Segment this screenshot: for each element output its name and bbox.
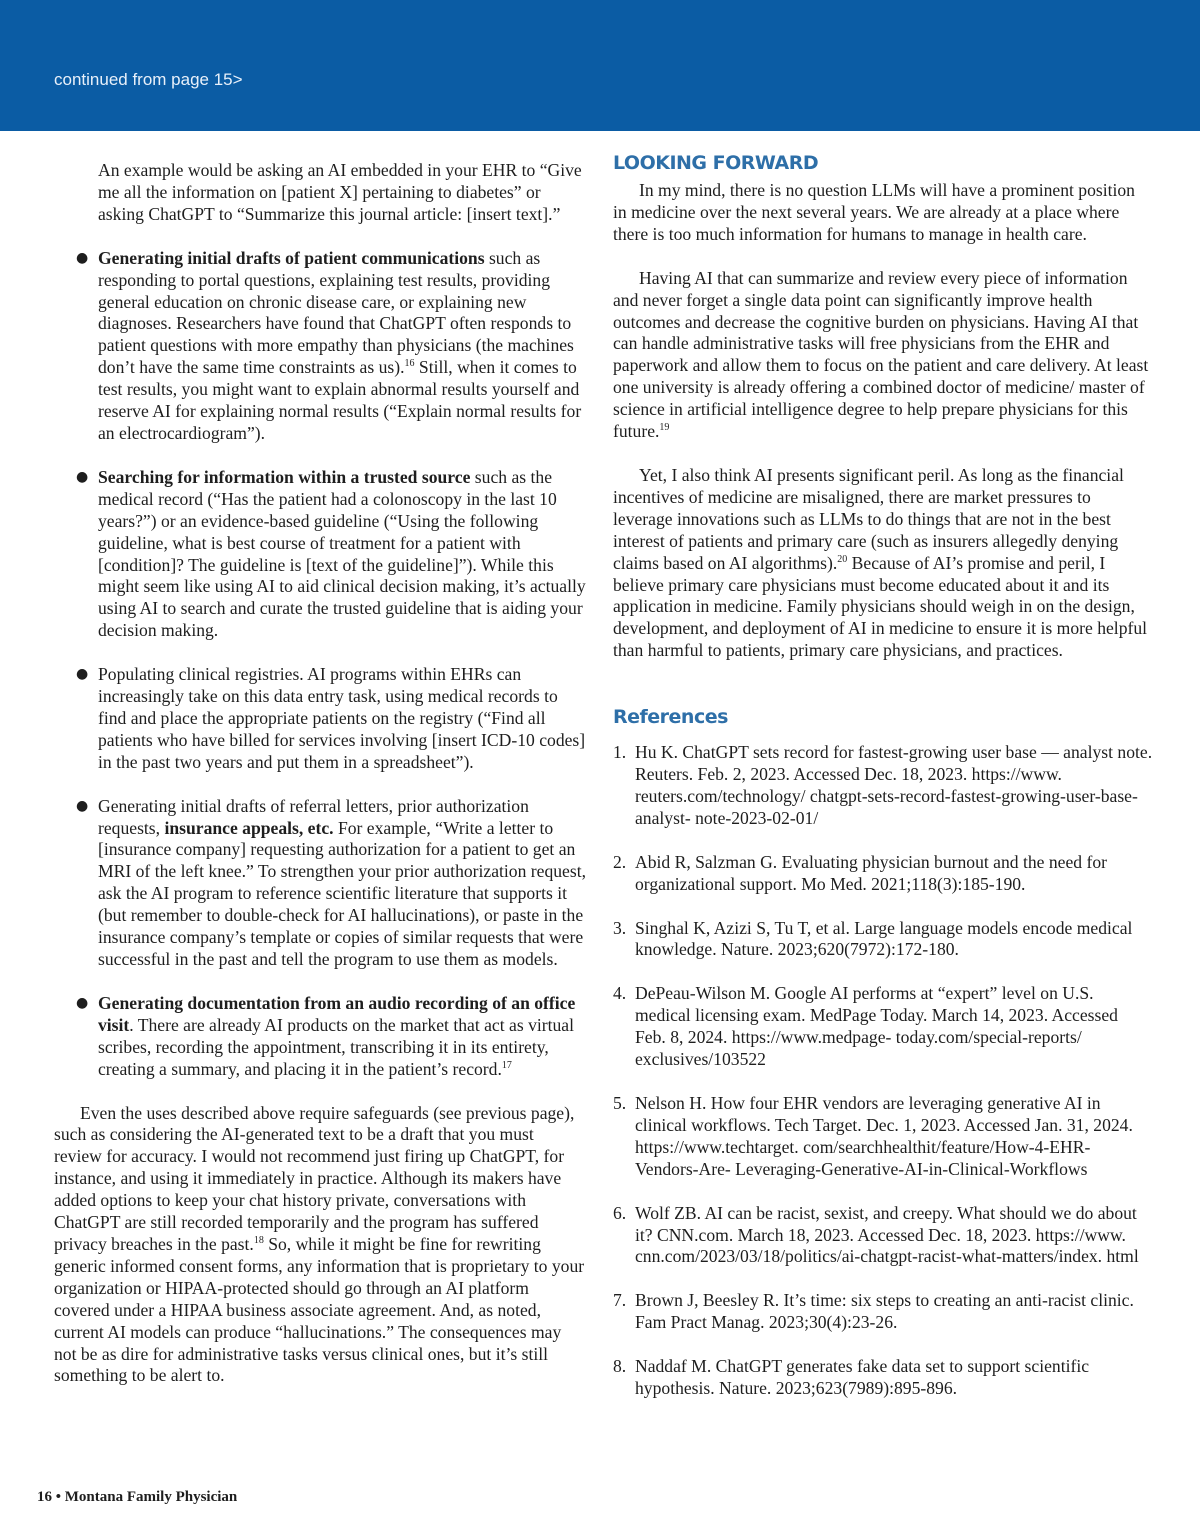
reference-item: 1. Hu K. ChatGPT sets record for fastest-growing user base — analyst note. Reuters. Feb. 2, 2023. Accessed Dec. 18, 2023. https://www. reuters.com/technology/ chatgpt-sets-record-fastest-growing-user-base-analyst- note-2023-02-01/ (613, 742, 1153, 828)
reference-item: 3. Singhal K, Azizi S, Tu T, et al. Large language models encode medical knowledge. Nature. 2023;620(7972):172-180. (613, 917, 1133, 960)
closing-paragraph: Even the uses described above require safeguards (see previous page), such as considering the AI-generated text to be a draft that you must review for accuracy. I would not recommend just firing up ChatGPT, for instance, and using it immediately in practice. Although its makers have added options to keep your chat history private, conversations with ChatGPT are still recorded temporarily and the program has suffered privacy breaches in the past.$^{18}$ So, while it might be fine for rewriting generic informed consent forms, any information that is proprietary to your organization or HIPAA-protected should go through an AI platform covered under a HIPAA business associate agreement. And, as noted, current AI models can produce “hallucinations.” The consequences may not be as dire for administrative tasks versus clinical ones, but it’s still something to be alert to. (54, 1102, 585, 1386)
bullet-icon: ● (76, 666, 89, 683)
header-banner (0, 0, 1200, 131)
left-column (54, 150, 586, 1387)
reference-item: 4. DePeau-Wilson M. Google AI performs at “expert” level on U.S. medical licensing exam. MedPage Today. March 14, 2023. Accessed Feb. 8, 2024. https://www.medpage- today.com/special-reports/ exclusives/103522 (613, 983, 1118, 1070)
bullet-icon: ● (76, 994, 89, 1011)
paragraph: In my mind, there is no question LLMs will have a prominent position in medicine over the next several years. We are already at a place where there is too much information for humans to manage in health care. (613, 180, 1135, 244)
bullet-icon: ● (76, 468, 89, 485)
reference-item: 5. Nelson H. How four EHR vendors are leveraging generative AI in clinical workflows. Tech Target. Dec. 1, 2023. Accessed Jan. 31, 2024. https://www.techtarget. com/searchhealthit/feature/How-4-EHR-Vendors-Are- Leveraging-Generative-AI-in-Clinical-Workflows (613, 1093, 1133, 1179)
right-column (613, 150, 1153, 1400)
lead-paragraph: An example would be asking an AI embedded in your EHR to “Give me all the information on [patient X] pertaining to diabetes” or asking ChatGPT to “Summarize this journal article: [insert text].” (98, 160, 582, 224)
section-heading: LOOKING FORWARD (613, 152, 819, 174)
list-item: ● Generating initial drafts of patient communications such as responding to portal questions, explaining test results, providing general education on chronic disease care, or explaining new diagnoses. Researchers have found that ChatGPT often responds to patient questions with more empathy than physicians (the machines don’t have the same time constraints as us).$^{16}$ Still, when it comes to test results, you might want to explain abnormal results yourself and reserve AI for explaining normal results (“Explain normal results for an electrocardiogram”). (76, 247, 582, 443)
paragraph: Having AI that can summarize and review every piece of information and never forget a single data point can significantly improve health outcomes and decrease the cognitive burden on physicians. Having AI that can handle administrative tasks will free physicians from the EHR and paperwork and allow them to focus on the patient and care delivery. At least one university is already offering a combined doctor of medicine/ master of science in artificial intelligence degree to help prepare physicians for this future.$^{19}$ (613, 267, 1149, 442)
use-case-list (54, 248, 586, 1081)
reference-item: 8. Naddaf M. ChatGPT generates fake data set to support scientific hypothesis. Nature. 2023;623(7989):895-896. (613, 1356, 1090, 1399)
list-item: ● Generating initial drafts of referral letters, prior authorization requests, insurance appeals, etc. For example, “Write a letter to [insurance company] requesting authorization for a patient to get an MRI of the left knee.” To strengthen your prior authorization request, ask the AI program to reference scientific literature that supports it (but remember to double-check for AI hallucinations), or paste in the insurance company’s template or copies of similar requests that were successful in the past and tell the program to use them as models. (76, 795, 586, 969)
references-list (613, 742, 1153, 1400)
list-item: ● Populating clinical registries. AI programs within EHRs can increasingly take on this data entry task, using medical records to find and place the appropriate patients on the registry (“Find all patients who have billed for services involving [insert ICD-10 codes] in the past two years and put them in a spreadsheet”). (76, 664, 586, 772)
continued-from-label: continued from page 15> (54, 70, 243, 89)
list-item: ● Generating documentation from an audio recording of an office visit. There are already AI products on the market that act as virtual scribes, recording the appointment, transcribing it in its entirety, creating a summary, and placing it in the patient’s record.$^{17}$ (76, 992, 576, 1079)
reference-item: 6. Wolf ZB. AI can be racist, sexist, and creepy. What should we do about it? CNN.com. March 18, 2023. Accessed Dec. 18, 2023. https://www. cnn.com/2023/03/18/politics/ai-chatgpt-racist-what-matters/index. html (613, 1202, 1139, 1267)
paragraph: Yet, I also think AI presents significant peril. As long as the financial incentives of medicine are misaligned, there are market pressures to leverage innovations such as LLMs to do things that are not in the best interest of patients and primary care (such as insurers allegedly denying claims based on AI algorithms).$^{20}$ Because of AI’s promise and peril, I believe primary care physicians must become educated about it and its application in medicine. Family physicians should weigh in on the design, development, and deployment of AI in medicine to ensure it is more helpful than harmful to patients, primary care physicians, and practices. (613, 464, 1148, 661)
reference-item: 2. Abid R, Salzman G. Evaluating physician burnout and the need for organizational support. Mo Med. 2021;118(3):185-190. (613, 851, 1107, 894)
page-footer: 16 • Montana Family Physician (37, 1489, 238, 1505)
bullet-icon: ● (76, 249, 89, 266)
reference-item: 7. Brown J, Beesley R. It’s time: six steps to creating an anti-racist clinic. Fam Pract Manag. 2023;30(4):23-26. (613, 1290, 1134, 1333)
list-item: ● Searching for information within a trusted source such as the medical record (“Has the patient had a colonoscopy in the last 10 years?”) or an evidence-based guideline (“Using the following guideline, what is best course of treatment for a patient with [condition]? The guideline is [text of the guideline]”). While this might seem like using AI to aid clinical decision making, it’s actually using AI to search and curate the trusted guideline that is aiding your decision making. (76, 466, 586, 641)
bullet-icon: ● (76, 797, 89, 814)
references-heading: References (613, 706, 728, 729)
